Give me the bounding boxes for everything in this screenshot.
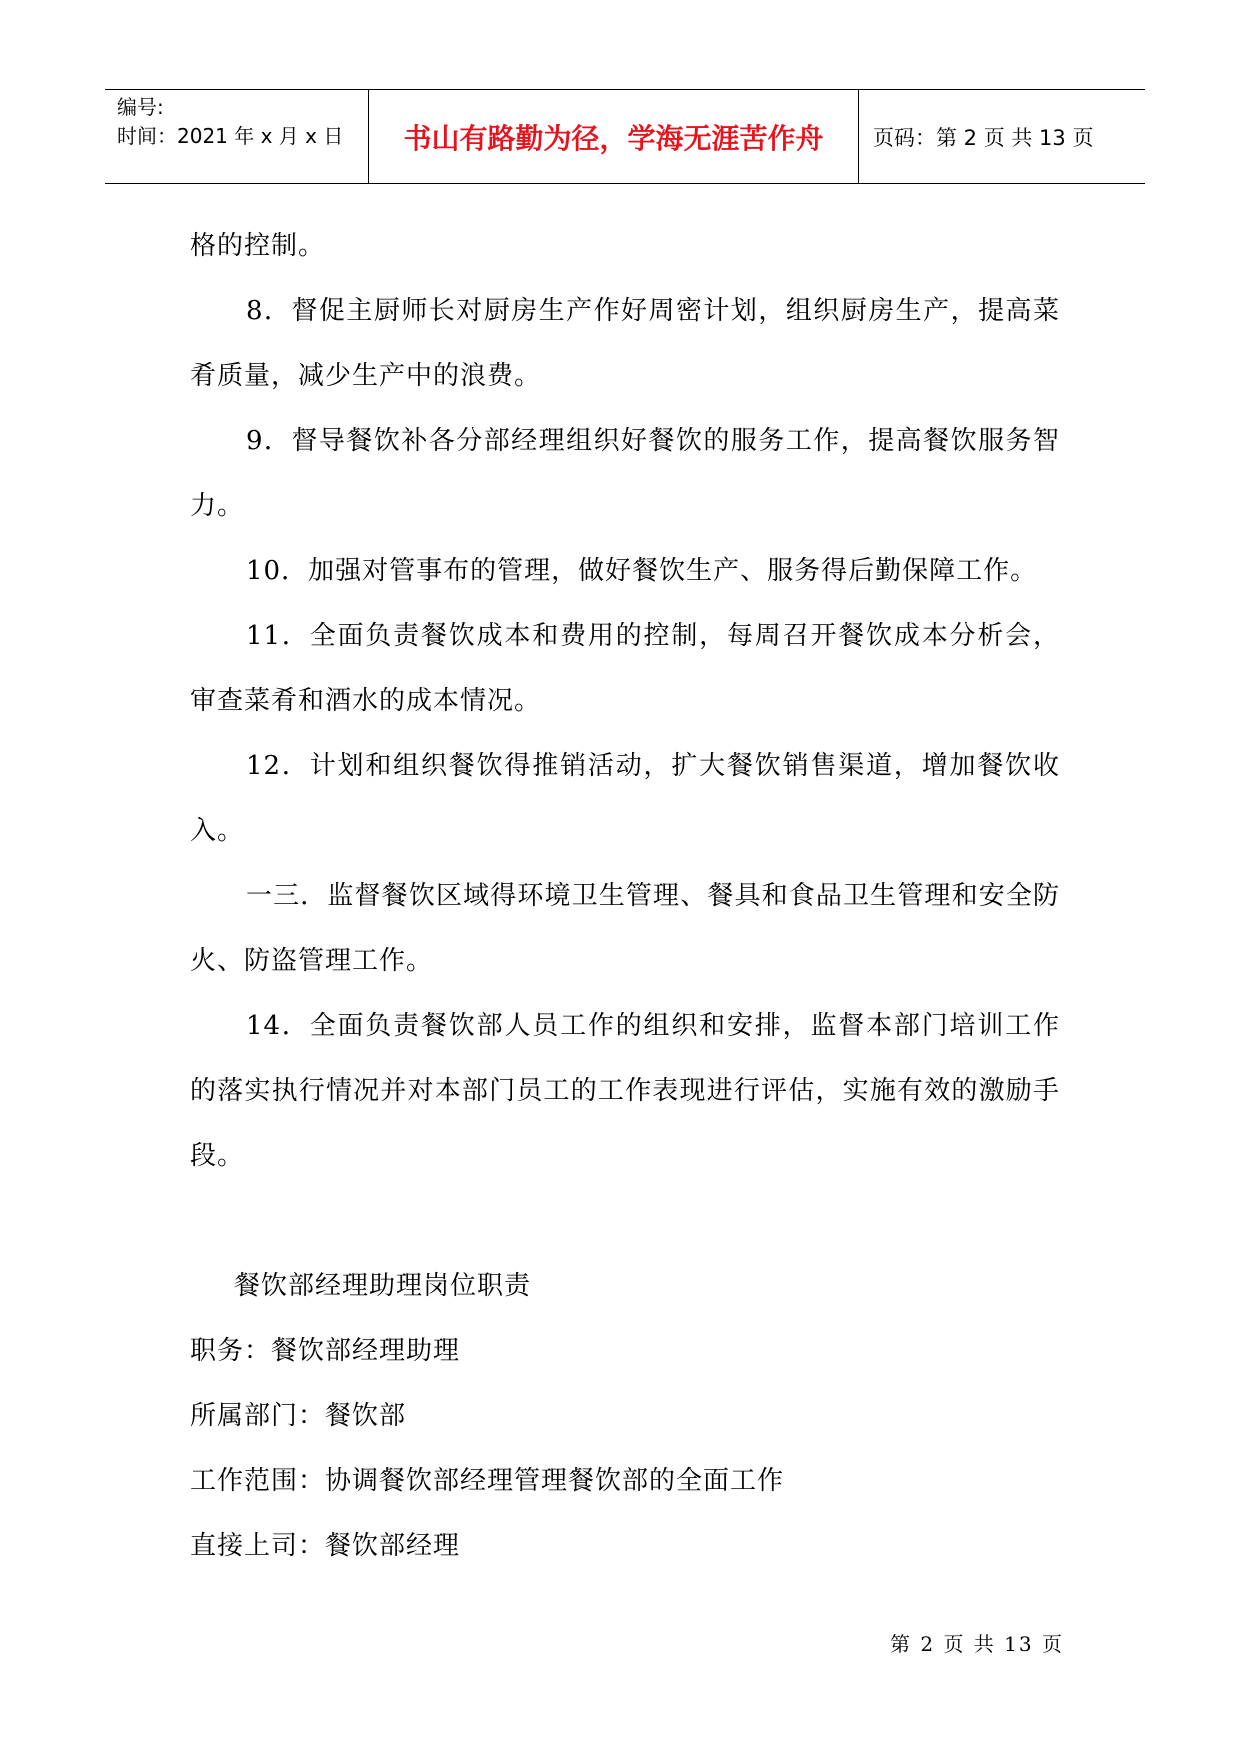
supervisor-line: 直接上司：餐饮部经理 xyxy=(190,1531,461,1561)
time-label: 时间：2021 年 x 月 x 日 xyxy=(117,124,344,148)
paragraph: 14．全面负责餐饮部人员工作的组织和安排，监督本部门培训工作的落实执行情况并对本部门员工的工作表现进行评估，实施有效的激励手段。 xyxy=(190,1011,1060,1171)
paragraph: 8．督促主厨师长对厨房生产作好周密计划，组织厨房生产，提高菜肴质量，减少生产中的浪费。 xyxy=(190,296,1060,391)
paragraph: 11．全面负责餐饮成本和费用的控制，每周召开餐饮成本分析会，审查菜肴和酒水的成本情况。 xyxy=(190,621,1060,716)
document-body xyxy=(190,214,1060,1579)
header-divider xyxy=(858,90,859,183)
header-motto: 书山有路勤为径，学海无涯苦作舟 xyxy=(403,121,824,155)
scope-line: 工作范围：协调餐饮部经理管理餐饮部的全面工作 xyxy=(190,1466,785,1496)
header-meta xyxy=(117,93,367,151)
paragraph: 10．加强对管事布的管理，做好餐饮生产、服务得后勤保障工作。 xyxy=(246,556,1038,586)
header-page-info: 页码：第 2 页 共 13 页 xyxy=(873,125,1094,150)
blank-line xyxy=(190,1189,1060,1254)
section-title: 餐饮部经理助理岗位职责 xyxy=(234,1271,532,1301)
job-title-line: 职务：餐饮部经理助理 xyxy=(190,1336,461,1366)
page-header xyxy=(105,89,1145,184)
paragraph: 9．督导餐饮补各分部经理组织好餐饮的服务工作，提高餐饮服务智力。 xyxy=(190,426,1060,521)
serial-number-label: 编号: xyxy=(117,95,164,119)
department-line: 所属部门：餐饮部 xyxy=(190,1401,407,1431)
paragraph: 一三．监督餐饮区域得环境卫生管理、餐具和食品卫生管理和安全防火、防盗管理工作。 xyxy=(190,881,1060,976)
page-footer: 第 2 页 共 13 页 xyxy=(890,1632,1064,1656)
paragraph: 12．计划和组织餐饮得推销活动，扩大餐饮销售渠道，增加餐饮收入。 xyxy=(190,751,1060,846)
paragraph: 格的控制。 xyxy=(190,231,326,261)
